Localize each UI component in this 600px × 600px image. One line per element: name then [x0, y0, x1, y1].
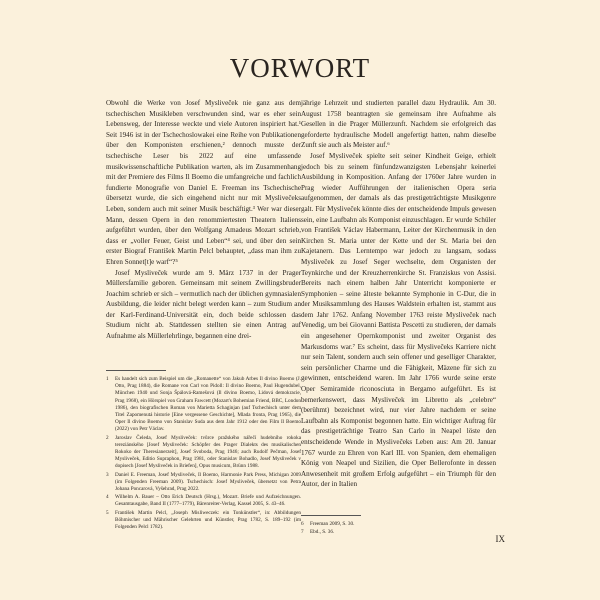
footnote-number: 2	[106, 434, 109, 441]
footnote	[106, 494, 301, 508]
footnote	[106, 510, 301, 532]
footnote	[106, 472, 301, 494]
footnote-number: 4	[106, 494, 109, 501]
footnote	[106, 435, 301, 471]
footnote-divider	[301, 515, 361, 516]
footnotes-right	[301, 521, 496, 537]
footnote-divider	[106, 370, 166, 371]
left-column	[106, 98, 301, 342]
right-column	[301, 98, 496, 490]
paragraph: Obwohl die Werke von Josef Mysliveček nie ganz aus dem tschechischen Musikleben verschwunden sind, war es eher sein Lebensweg, der Interesse weckte und viele Autoren inspiriert hat.¹ Seit 1946 ist in der Tschechoslowakei eine Reihe von Publikationen über den Komponisten erschienen,² dennoch musste der tschechische Leser bis 2022 auf eine umfassende musikwissenschaftliche Publikation warten, als im Zusammenhang mit der Premiere des Films Il Boemo die umfangreiche und fachlich fundierte Monografie von Daniel E. Freeman ins Tschechische übersetzt wurde, die sich eingehend nicht nur mit Myslivečeks Leben, sondern auch mit seiner Musik beschäftigt.³ Wer war dieser Mann, dessen Opern in den renommiertesten Theatern Italiens aufgeführt wurden, über den Wolfgang Amadeus Mozart schrieb, dass er „voller Feuer, Geist und Leben“⁴ sei, und über den sein erster Biograf František Martin Pelcl behauptet, „dass man ihm zu Ehren Sonnet[t]e warf“?⁵	[106, 99, 301, 266]
paragraph: Josef Mysliveček wurde am 9. März 1737 in der Prager Müllersfamilie geboren. Gemeinsam mit seinem Zwillingsbruder Joachim schrieb er sich – vermutlich nach der üblichen gymnasialen Ausbildung, die leider nicht belegt werden kann – zum Studium an der Karl-Ferdinand-Universität ein, doch beide schlossen das Studium nicht ab. Stattdessen stellten sie einen Antrag auf Aufnahme als Müllerlehrlinge, begannen eine drei-	[106, 268, 301, 341]
footnote-number: 1	[106, 376, 109, 382]
footnote-text: František Martin Pelcl, „Joseph Misliweczek: ein Tonkünstler“, in: Abbildungen Böhmischer und Mährischer Gelehrten und Künstler, Prag 1782, S. 189–192 (im Folgenden Pelcl 1782).	[115, 509, 301, 531]
paragraph: Josef Mysliveček spielte seit seiner Kindheit Geige, erhielt jedoch bis zu seinem fünfundzwanzigsten Lebensjahr keinerlei Ausbildung in Komposition. Anfang der 1760er Jahre wurden in Prag wieder Aufführungen der italienischen Opera seria aufgenommen, der damals als das prestigeträchtigste Musikgenre galt. Für Mysliveček könnte dies der entscheidende Impuls gewesen sein, eine Laufbahn als Komponist einzuschlagen. Er wurde Schüler von František Václav Habermann, Leiter der Kirchenmusik in den Kirchen St. Maria unter der Kette und der St. Maria bei den Kajetanern. Das Lerntempo war jedoch zu langsam, sodass Mysliveček zu Josef Seger wechselte, dem Organisten der Teynkirche und der Kreuzherrenkirche St. Franziskus von Assisi. Bereits nach einem halben Jahr Unterricht komponierte er Symphonien – seine älteste bekannte Symphonie in C-Dur, die in der Musiksammlung des Hauses Waldstein erhalten ist, stammt aus dem Jahr 1762. Anfang November 1763 reiste Mysliveček nach Venedig, um bei Giovanni Battista Pescetti zu studieren, der damals ein angesehener Opernkomponist und zweiter Organist des Markusdoms war.⁷ Es scheint, dass für Myslivečeks Karriere nicht nur sein Talent, sondern auch sein offener und geselliger Charakter, sein persönlicher Charme und die Fähigkeit, Mäzene für sich zu gewinnen, entscheidend waren. Im Jahr 1766 wurde seine erste Oper Semiramide riconosciuta in Bergamo aufgeführt. Es ist bemerkenswert, dass Mysliveček im Libretto als „celebre“ (berühmt) bezeichnet wird, nur vier Jahre nachdem er seine Laufbahn als Komponist begonnen hatte. Ein wichtiger Auftrag für das prestigeträchtige Teatro San Carlo in Neapel löste den entscheidende Wende in Myslivečeks Leben aus: Am 20. Januar 1767 wurde zu Ehren von Karl III. von Spanien, dem ehemaligen König von Neapel und Sizilien, die Oper Bellerofonte in dessen Anwesenheit mit großem Erfolg aufgeführt – ein Triumph für den Autor, der in Italien	[301, 151, 496, 489]
footnote-text: Daniel E. Freeman, Josef Mysliveček, Il Boemo, Harmonie Park Press, Michigan 2009 (im Folgenden Freeman 2009). Tschechisch: Josef Mysliveček, übersetzt von Petra Johana Poncarová, Vyšehrad, Prag 2022.	[115, 471, 301, 493]
footnote-number: 7	[301, 529, 304, 536]
footnote	[106, 376, 301, 434]
footnote	[301, 521, 496, 528]
footnotes-left	[106, 376, 301, 532]
footnote-number: 6	[301, 521, 304, 527]
footnote-text: Freeman 2009, S. 30.	[310, 521, 355, 527]
footnote-number: 3	[106, 471, 109, 478]
paragraph: jährige Lehrzeit und studierten parallel dazu Hydraulik. Am 30. August 1758 beantragten sie gemeinsam ihre Aufnahme als Gesellen in die Prager Müllerzunft. Nachdem sie erfolgreich das geforderte hydraulische Modell angefertigt hatten, nahm dieselbe Zunft sie auch als Meister auf.⁶	[301, 99, 496, 150]
footnote-text: Ebd., S. 36.	[310, 529, 335, 536]
footnote-number: 5	[106, 509, 109, 516]
page-title: VORWORT	[229, 53, 371, 83]
footnote-text: Es handelt sich zum Beispiel um die „Romanette“ von Jakub Arbes Il divino Boemo (J. Otto, Prag 1884), die Romane von Carl von Pidoll: Il divino Boemo, Paul Hugendubel, München 1940 und Sonja Špálová-Ramešová (Il divino Boemo, Lidová demokracie, Prag 1968), ein Hörspiel von Graham Fawcett (Mozart's Bohemian Friend, BBC, London 1986), den biografischen Roman von Marietta Schaginjan (auf Tschechisch unter dem Titel Zapomenutá historie [Eine vergessene Geschichte], Mlada fronta, Prag 1965), die Oper Il divino Boemo von Stanislav Suda aus dem Jahr 1912 oder den Film Il Boemo (2022) von Petr Václav.	[115, 376, 301, 433]
footnote-text: Jaroslav Čeleda, Josef Mysliveček: tvůrce pražského nářečí hudebního rokoka tereziánského [Josef Mysliveček: Schöpfer des Prager Dialekts des musikalischen Rokoko der Theresianerzeit], Josef Svoboda, Prag 1946; auch Rudolf Pečman, Josef Mysliveček, Editio Supraphon, Prag 1981, oder Stanislav Bohadlo, Josef Mysliveček v dopisech [Josef Mysliveček in Briefen], Opus musicum, Brünn 1988.	[115, 434, 301, 470]
page-number: IX	[495, 534, 505, 544]
footnote	[301, 529, 496, 536]
footnote-text: Wilhelm A. Bauer – Otto Erich Deutsch (Hrsg.), Mozart. Briefe und Aufzeichnungen. Gesamtausgabe, Band II (1777–1779), Bärenreiter-Verlag, Kassel 2005, S. 43–46.	[115, 494, 301, 508]
